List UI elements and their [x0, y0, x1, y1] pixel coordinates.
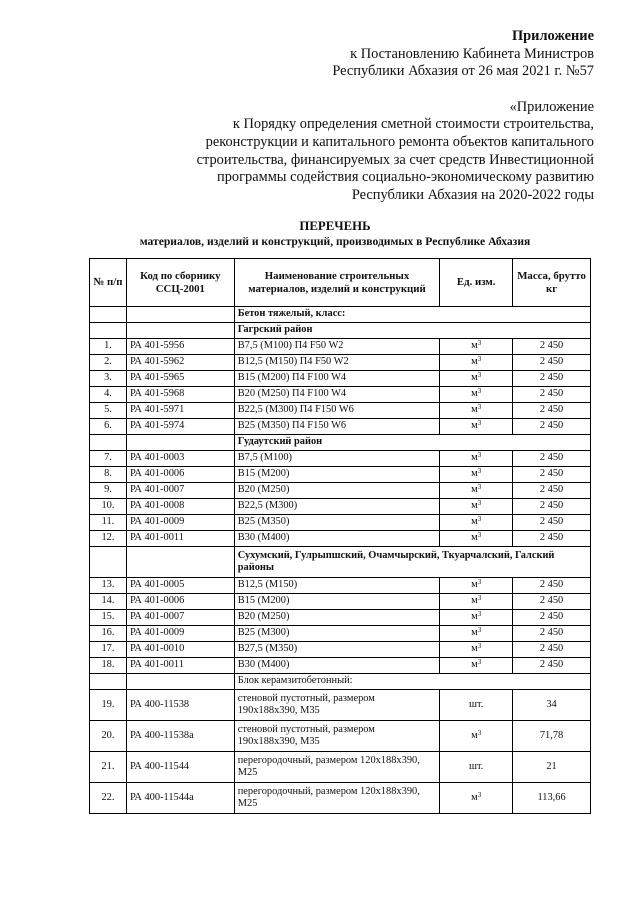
- unit-superscript: 3: [477, 531, 482, 540]
- row-mass: 2 450: [513, 594, 591, 610]
- unit-superscript: 3: [477, 578, 482, 587]
- table-row: [90, 783, 591, 814]
- row-mass: 2 450: [513, 515, 591, 531]
- row-mass: 71,78: [513, 721, 591, 752]
- row-mass: 2 450: [513, 499, 591, 515]
- row-unit: [440, 483, 513, 499]
- row-name: стеновой пустотный, размером 190х188х390, М35: [234, 690, 440, 721]
- row-unit: [440, 419, 513, 435]
- row-number: 10.: [90, 499, 127, 515]
- section-row: [90, 323, 591, 339]
- row-unit: [440, 610, 513, 626]
- unit-text: м: [471, 532, 478, 544]
- document-title-block: [0, 219, 640, 249]
- row-number: 17.: [90, 642, 127, 658]
- row-code: РА 401-5968: [126, 387, 234, 403]
- column-header-number: № п/п: [90, 259, 127, 307]
- row-unit: [440, 658, 513, 674]
- row-unit: [440, 721, 513, 752]
- column-header-mass: Масса, брутто кг: [513, 259, 591, 307]
- table-row: [90, 451, 591, 467]
- unit-text: м: [471, 516, 478, 528]
- unit-text: м: [471, 500, 478, 512]
- row-code: РА 401-0008: [126, 499, 234, 515]
- table-body: [90, 307, 591, 814]
- unit-text: м: [471, 611, 478, 623]
- table-row: [90, 339, 591, 355]
- unit-superscript: 3: [477, 419, 482, 428]
- table-row: [90, 721, 591, 752]
- unit-superscript: 3: [477, 371, 482, 380]
- row-mass: 2 450: [513, 658, 591, 674]
- row-number: 5.: [90, 403, 127, 419]
- empty-cell: [126, 674, 234, 690]
- row-unit: [440, 499, 513, 515]
- row-mass: 2 450: [513, 610, 591, 626]
- row-number: 8.: [90, 467, 127, 483]
- row-number: 9.: [90, 483, 127, 499]
- row-code: РА 400-11544а: [126, 783, 234, 814]
- unit-text: м: [471, 468, 478, 480]
- row-name: B25 (M350): [234, 515, 440, 531]
- section-heading: Бетон тяжелый, класс:: [234, 307, 590, 323]
- empty-cell: [126, 307, 234, 323]
- appendix-line: Республики Абхазия на 2020-2022 годы: [351, 186, 594, 203]
- unit-text: м: [471, 627, 478, 639]
- row-mass: 2 450: [513, 339, 591, 355]
- row-mass: 2 450: [513, 387, 591, 403]
- row-number: 14.: [90, 594, 127, 610]
- unit-superscript: 3: [477, 483, 482, 492]
- row-number: 18.: [90, 658, 127, 674]
- empty-cell: [90, 547, 127, 578]
- row-number: 11.: [90, 515, 127, 531]
- row-mass: 2 450: [513, 451, 591, 467]
- row-number: 7.: [90, 451, 127, 467]
- empty-cell: [126, 435, 234, 451]
- row-code: РА 401-0006: [126, 594, 234, 610]
- unit-text: м: [471, 643, 478, 655]
- row-unit: [440, 594, 513, 610]
- unit-text: м: [471, 791, 478, 803]
- table-row: [90, 371, 591, 387]
- row-name: B27,5 (M350): [234, 642, 440, 658]
- appendix-title: Приложение: [511, 28, 594, 44]
- unit-superscript: 3: [477, 467, 482, 476]
- table-row: [90, 752, 591, 783]
- table-row: [90, 626, 591, 642]
- document-subtitle: материалов, изделий и конструкций, производимых в Республике Абхазия: [139, 235, 531, 248]
- row-unit: [440, 642, 513, 658]
- table-row: [90, 531, 591, 547]
- appendix-title-2: «Приложение: [509, 98, 594, 115]
- row-code: РА 401-0003: [126, 451, 234, 467]
- table-row: [90, 642, 591, 658]
- row-unit: [440, 403, 513, 419]
- table-row: [90, 483, 591, 499]
- row-name: B30 (M400): [234, 658, 440, 674]
- unit-superscript: 3: [477, 610, 482, 619]
- row-name: B12,5 (M150): [234, 578, 440, 594]
- empty-cell: [126, 323, 234, 339]
- row-mass: 2 450: [513, 483, 591, 499]
- row-unit: [440, 467, 513, 483]
- row-number: 21.: [90, 752, 127, 783]
- row-code: РА 401-0010: [126, 642, 234, 658]
- column-header-unit: Ед. изм.: [440, 259, 513, 307]
- section-heading: Блок керамзитобетонный:: [234, 674, 590, 690]
- unit-text: м: [471, 729, 478, 741]
- table-row: [90, 610, 591, 626]
- row-mass: 21: [513, 752, 591, 783]
- unit-superscript: 3: [477, 403, 482, 412]
- section-heading: Гудаутский район: [234, 435, 590, 451]
- row-code: РА 401-0009: [126, 626, 234, 642]
- row-name: перегородочный, размером 120х188х390, М25: [234, 783, 440, 814]
- unit-text: м: [471, 340, 478, 352]
- row-mass: 2 450: [513, 419, 591, 435]
- row-mass: 2 450: [513, 403, 591, 419]
- unit-text: м: [471, 595, 478, 607]
- row-mass: 2 450: [513, 531, 591, 547]
- row-mass: 2 450: [513, 642, 591, 658]
- row-mass: 34: [513, 690, 591, 721]
- row-code: РА 401-0011: [126, 658, 234, 674]
- document-header: [197, 28, 594, 204]
- row-name: B25 (M300): [234, 626, 440, 642]
- row-unit: [440, 371, 513, 387]
- row-name: B15 (M200): [234, 594, 440, 610]
- row-unit: [440, 355, 513, 371]
- row-number: 12.: [90, 531, 127, 547]
- appendix-line: к Постановлению Кабинета Министров: [350, 45, 594, 62]
- row-name: B7,5 (M100) П4 F50 W2: [234, 339, 440, 355]
- row-number: 19.: [90, 690, 127, 721]
- row-code: РА 401-0009: [126, 515, 234, 531]
- row-unit: [440, 451, 513, 467]
- row-name: B7,5 (M100): [234, 451, 440, 467]
- empty-cell: [90, 674, 127, 690]
- row-name: B20 (M250): [234, 610, 440, 626]
- unit-text: м: [471, 659, 478, 671]
- unit-superscript: 3: [477, 790, 482, 799]
- column-header-name: Наименование строительных материалов, изделий и конструкций: [234, 259, 440, 307]
- unit-text: м: [471, 484, 478, 496]
- row-number: 16.: [90, 626, 127, 642]
- unit-superscript: 3: [477, 515, 482, 524]
- section-row: [90, 307, 591, 323]
- unit-superscript: 3: [477, 499, 482, 508]
- row-name: B30 (M400): [234, 531, 440, 547]
- table-row: [90, 578, 591, 594]
- empty-cell: [90, 323, 127, 339]
- table-row: [90, 355, 591, 371]
- row-unit: [440, 626, 513, 642]
- section-row: [90, 674, 591, 690]
- row-mass: 113,66: [513, 783, 591, 814]
- row-code: РА 401-5965: [126, 371, 234, 387]
- unit-superscript: 3: [477, 594, 482, 603]
- row-name: B12,5 (M150) П4 F50 W2: [234, 355, 440, 371]
- appendix-line: реконструкции и капитального ремонта объектов капитального: [205, 133, 594, 150]
- row-unit: [440, 515, 513, 531]
- unit-text: м: [471, 452, 478, 464]
- section-heading: Гагрский район: [234, 323, 590, 339]
- table-row: [90, 499, 591, 515]
- row-code: РА 401-0011: [126, 531, 234, 547]
- table-row: [90, 515, 591, 531]
- row-name: B22,5 (M300) П4 F150 W6: [234, 403, 440, 419]
- section-row: [90, 435, 591, 451]
- row-name: B20 (M250) П4 F100 W4: [234, 387, 440, 403]
- row-name: B20 (M250): [234, 483, 440, 499]
- row-code: РА 401-0007: [126, 610, 234, 626]
- table-row: [90, 658, 591, 674]
- row-code: РА 401-0005: [126, 578, 234, 594]
- section-row: [90, 547, 591, 578]
- row-mass: 2 450: [513, 578, 591, 594]
- empty-cell: [90, 435, 127, 451]
- row-unit: [440, 578, 513, 594]
- row-code: РА 401-0006: [126, 467, 234, 483]
- materials-table: [89, 258, 591, 814]
- row-code: РА 401-5974: [126, 419, 234, 435]
- row-unit: [440, 339, 513, 355]
- unit-superscript: 3: [477, 451, 482, 460]
- row-number: 20.: [90, 721, 127, 752]
- table-header-row: [90, 259, 591, 307]
- table-row: [90, 419, 591, 435]
- unit-superscript: 3: [477, 658, 482, 667]
- unit-text: м: [471, 356, 478, 368]
- row-number: 3.: [90, 371, 127, 387]
- unit-text: м: [471, 404, 478, 416]
- section-heading: Сухумский, Гулрыпшский, Очамчырский, Ткуарчалский, Галский районы: [234, 547, 590, 578]
- table-row: [90, 690, 591, 721]
- unit-superscript: 3: [477, 339, 482, 348]
- row-unit: [440, 387, 513, 403]
- empty-cell: [90, 307, 127, 323]
- row-number: 2.: [90, 355, 127, 371]
- row-mass: 2 450: [513, 467, 591, 483]
- row-mass: 2 450: [513, 626, 591, 642]
- row-name: B22,5 (M300): [234, 499, 440, 515]
- row-name: B15 (M200) П4 F100 W4: [234, 371, 440, 387]
- row-number: 6.: [90, 419, 127, 435]
- unit-superscript: 3: [477, 728, 482, 737]
- row-code: РА 400-11538: [126, 690, 234, 721]
- unit-text: м: [471, 388, 478, 400]
- row-number: 4.: [90, 387, 127, 403]
- table-row: [90, 387, 591, 403]
- appendix-line: строительства, финансируемых за счет средств Инвестиционной: [196, 151, 594, 168]
- unit-text: шт.: [469, 698, 484, 710]
- table-row: [90, 403, 591, 419]
- appendix-line: программы содействия социально-экономическому развитию: [217, 169, 594, 186]
- row-unit: [440, 531, 513, 547]
- table-row: [90, 594, 591, 610]
- row-name: B25 (M350) П4 F150 W6: [234, 419, 440, 435]
- document-title: ПЕРЕЧЕНЬ: [299, 219, 371, 233]
- unit-superscript: 3: [477, 387, 482, 396]
- row-code: РА 400-11544: [126, 752, 234, 783]
- appendix-line: Республики Абхазия от 26 мая 2021 г. №57: [332, 63, 594, 80]
- row-code: РА 401-5956: [126, 339, 234, 355]
- row-number: 15.: [90, 610, 127, 626]
- row-code: РА 401-5962: [126, 355, 234, 371]
- unit-text: м: [471, 372, 478, 384]
- appendix-line: к Порядку определения сметной стоимости строительства,: [232, 116, 594, 133]
- unit-superscript: 3: [477, 355, 482, 364]
- row-name: перегородочный, размером 120х188х390, М25: [234, 752, 440, 783]
- row-name: стеновой пустотный, размером 190х188х390, М35: [234, 721, 440, 752]
- unit-superscript: 3: [477, 642, 482, 651]
- row-code: РА 401-0007: [126, 483, 234, 499]
- row-name: B15 (M200): [234, 467, 440, 483]
- row-unit: [440, 752, 513, 783]
- row-mass: 2 450: [513, 355, 591, 371]
- unit-text: м: [471, 579, 478, 591]
- row-code: РА 401-5971: [126, 403, 234, 419]
- row-number: 22.: [90, 783, 127, 814]
- row-number: 13.: [90, 578, 127, 594]
- row-mass: 2 450: [513, 371, 591, 387]
- table-row: [90, 467, 591, 483]
- unit-superscript: 3: [477, 626, 482, 635]
- empty-cell: [126, 547, 234, 578]
- row-number: 1.: [90, 339, 127, 355]
- column-header-code: Код по сборнику ССЦ-2001: [126, 259, 234, 307]
- unit-text: шт.: [469, 760, 484, 772]
- row-unit: [440, 690, 513, 721]
- row-unit: [440, 783, 513, 814]
- row-code: РА 400-11538а: [126, 721, 234, 752]
- unit-text: м: [471, 420, 478, 432]
